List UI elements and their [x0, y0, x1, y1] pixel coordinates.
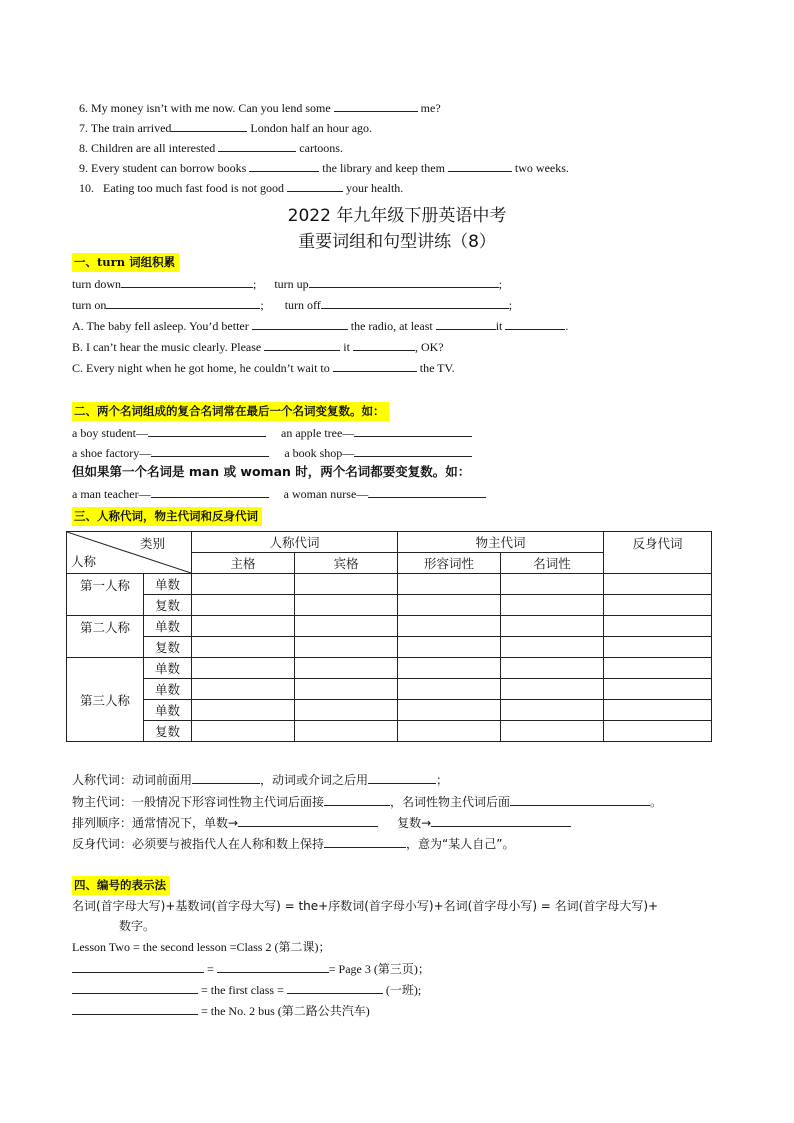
compound-noun: a boy student—: [72, 426, 148, 440]
numbering-exercise-3: [72, 1002, 370, 1019]
sentence-text: the TV.: [419, 361, 455, 375]
fill-item-6: [79, 99, 441, 116]
answer-blank[interactable]: [151, 485, 269, 498]
phrase: turn off: [284, 298, 321, 312]
row-plural: 复数: [144, 637, 192, 658]
note-text: ，意为“某人自己”。: [406, 837, 515, 851]
answer-blank[interactable]: [321, 296, 509, 309]
row-plural: 复数: [144, 595, 192, 616]
table-cell[interactable]: [295, 616, 398, 637]
corner-category: 类别: [139, 536, 165, 551]
table-cell[interactable]: [192, 679, 295, 700]
row-singular: 单数: [144, 616, 192, 637]
answer-blank[interactable]: [148, 424, 266, 437]
answer-blank[interactable]: [121, 275, 253, 288]
punct: ;: [260, 298, 264, 312]
table-cell[interactable]: [398, 616, 501, 637]
note-text: ，名词性物主代词后面: [390, 795, 511, 809]
answer-blank[interactable]: [72, 960, 204, 973]
note-text: 人称代词：动词前面用: [72, 773, 193, 787]
item-text: Every student can borrow books: [91, 161, 247, 175]
table-cell[interactable]: [192, 616, 295, 637]
header-nominal: 名词性: [501, 553, 604, 574]
table-cell[interactable]: [295, 595, 398, 616]
row-singular: 单数: [144, 679, 192, 700]
answer-blank[interactable]: [354, 424, 472, 437]
answer-blank[interactable]: [353, 338, 415, 351]
table-cell[interactable]: [398, 721, 501, 742]
answer-blank[interactable]: [249, 159, 319, 172]
row-second-person: 第二人称: [67, 616, 144, 658]
table-cell[interactable]: [604, 595, 712, 616]
answer-blank[interactable]: [217, 960, 329, 973]
phrase: turn up: [274, 277, 309, 291]
table-cell[interactable]: [501, 637, 604, 658]
section-heading-2: 二、两个名词组成的复合名词常在最后一个名词变复数。如：: [72, 402, 389, 421]
pronoun-note-3: [72, 814, 571, 831]
table-cell[interactable]: [604, 616, 712, 637]
note-text: 。: [650, 795, 663, 809]
item-text: your health.: [345, 181, 404, 195]
compound-noun: a woman nurse—: [283, 487, 369, 501]
table-cell[interactable]: [604, 679, 712, 700]
table-cell[interactable]: [604, 637, 712, 658]
item-text: London half an hour ago.: [250, 121, 373, 135]
item-text: My money isn’t with me now. Can you lend some: [91, 101, 331, 115]
compound-note: 但如果第一个名词是 man 或 woman 时，两个名词都要变复数。如：: [72, 464, 471, 479]
answer-blank[interactable]: [334, 99, 418, 112]
answer-blank[interactable]: [151, 444, 269, 457]
punct: ;: [508, 298, 513, 312]
header-adjectival: 形容词性: [398, 553, 501, 574]
compound-noun: an apple tree—: [281, 426, 355, 440]
answer-blank[interactable]: [287, 981, 383, 994]
table-cell[interactable]: [604, 658, 712, 679]
punct: ;: [253, 277, 257, 291]
table-cell[interactable]: [192, 637, 295, 658]
sentence-text: , OK?: [414, 340, 444, 354]
exercise-text: =: [207, 962, 214, 976]
sentence-text: B. I can’t hear the music clearly. Please: [72, 340, 262, 354]
note-text: 物主代词：一般情况下形容词性物主代词后面接: [72, 795, 325, 809]
section-heading-3: 三、人称代词，物主代词和反身代词: [72, 507, 262, 526]
answer-blank[interactable]: [72, 981, 198, 994]
compound-noun: a shoe factory—: [72, 446, 152, 460]
sentence-text: the radio, at least: [350, 319, 433, 333]
table-cell[interactable]: [501, 616, 604, 637]
header-possessive: 物主代词: [398, 532, 604, 553]
table-cell[interactable]: [192, 574, 295, 595]
sentence-text: A. The baby fell asleep. You’d better: [72, 319, 249, 333]
compound-row-1: [72, 424, 472, 441]
punct: ;: [498, 277, 503, 291]
corner-person: 人称: [71, 554, 97, 569]
answer-blank[interactable]: [252, 317, 348, 330]
answer-blank[interactable]: [324, 835, 406, 848]
header-reflexive: 反身代词: [604, 532, 712, 574]
table-cell[interactable]: [398, 574, 501, 595]
table-cell[interactable]: [604, 700, 712, 721]
item-text: two weeks.: [514, 161, 569, 175]
table-cell[interactable]: [295, 700, 398, 721]
table-cell[interactable]: [192, 658, 295, 679]
table-cell[interactable]: [295, 658, 398, 679]
row-singular: 单数: [144, 658, 192, 679]
answer-blank[interactable]: [106, 296, 260, 309]
phrase: turn on: [72, 298, 107, 312]
answer-blank[interactable]: [287, 179, 343, 192]
answer-blank[interactable]: [324, 793, 390, 806]
corner-cell: [67, 532, 192, 574]
item-number: 6.: [79, 101, 88, 115]
sentence-text: it: [495, 319, 503, 333]
header-subject: 主格: [192, 553, 295, 574]
note-text: ；: [436, 773, 449, 787]
sentence-b: [72, 338, 444, 355]
exercise-text: = the first class =: [201, 983, 284, 997]
table-cell[interactable]: [501, 700, 604, 721]
item-text: Eating too much fast food is not good: [103, 181, 284, 195]
table-cell[interactable]: [398, 700, 501, 721]
table-cell[interactable]: [192, 700, 295, 721]
table-cell[interactable]: [398, 637, 501, 658]
compound-row-3: [72, 485, 486, 502]
answer-blank[interactable]: [510, 793, 650, 806]
fill-item-10: [79, 179, 403, 196]
table-cell[interactable]: [295, 637, 398, 658]
table-cell[interactable]: [501, 595, 604, 616]
table-cell[interactable]: [295, 574, 398, 595]
exercise-text: = the No. 2 bus (第二路公共汽车): [201, 1004, 370, 1018]
item-number: 10.: [79, 181, 94, 195]
answer-blank[interactable]: [171, 119, 247, 132]
compound-noun: a book shop—: [284, 446, 355, 460]
answer-blank[interactable]: [431, 814, 571, 827]
item-text: the library and keep them: [322, 161, 445, 175]
table-cell[interactable]: [501, 721, 604, 742]
item-text: Children are all interested: [91, 141, 216, 155]
numbering-rule-2: 数字。: [119, 919, 156, 933]
fill-item-7: [79, 119, 372, 136]
pronoun-note-4: [72, 835, 514, 852]
section-heading-1: 一、turn 词组积累: [72, 253, 179, 272]
section-heading-4: 四、编号的表示法: [72, 876, 170, 895]
exercise-text: (一班);: [385, 983, 422, 997]
answer-blank[interactable]: [264, 338, 340, 351]
table-cell[interactable]: [501, 574, 604, 595]
answer-blank[interactable]: [218, 139, 296, 152]
fill-item-8: [79, 139, 343, 156]
sentence-text: it: [343, 340, 350, 354]
row-third-person: 第三人称: [67, 658, 144, 742]
header-personal: 人称代词: [192, 532, 398, 553]
answer-blank[interactable]: [436, 317, 496, 330]
table-cell[interactable]: [398, 679, 501, 700]
table-cell[interactable]: [398, 658, 501, 679]
answer-blank[interactable]: [505, 317, 565, 330]
answer-blank[interactable]: [309, 275, 499, 288]
pronoun-table: [66, 531, 712, 742]
page-title: 2022 年九年级下册英语中考: [287, 206, 507, 226]
numbering-exercise-2: [72, 981, 421, 998]
table-cell[interactable]: [192, 595, 295, 616]
numbering-example: Lesson Two = the second lesson =Class 2 (第二课)；: [72, 940, 331, 954]
row-plural: 复数: [144, 721, 192, 742]
answer-blank[interactable]: [368, 771, 436, 784]
exercise-text: = Page 3 (第三页)；: [328, 962, 430, 976]
table-cell[interactable]: [604, 721, 712, 742]
answer-blank[interactable]: [72, 1002, 198, 1015]
table-cell[interactable]: [192, 721, 295, 742]
item-text: cartoons.: [299, 141, 343, 155]
item-number: 7.: [79, 121, 88, 135]
compound-row-2: [72, 444, 472, 461]
answer-blank[interactable]: [192, 771, 260, 784]
table-cell[interactable]: [398, 595, 501, 616]
item-text: me?: [420, 101, 441, 115]
numbering-exercise-1: [72, 960, 430, 977]
compound-noun: a man teacher—: [72, 487, 151, 501]
punct: .: [565, 319, 569, 333]
page-subtitle: 重要词组和句型讲练（8）: [298, 232, 496, 252]
row-singular: 单数: [144, 700, 192, 721]
sentence-a: [72, 317, 568, 334]
note-text: 复数→: [397, 816, 432, 830]
item-text: The train arrived: [90, 121, 172, 135]
header-object: 宾格: [295, 553, 398, 574]
answer-blank[interactable]: [354, 444, 472, 457]
fill-item-9: [79, 159, 569, 176]
answer-blank[interactable]: [368, 485, 486, 498]
pronoun-note-2: [72, 793, 662, 810]
answer-blank[interactable]: [238, 814, 378, 827]
table-cell[interactable]: [295, 679, 398, 700]
numbering-rule-1: 名词(首字母大写)+基数词(首字母大写) = the+序数词(首字母小写)+名词(首字母小写) = 名词(首字母大写)+: [72, 899, 659, 913]
item-number: 8.: [79, 141, 88, 155]
note-text: 排列顺序：通常情况下，单数→: [72, 816, 239, 830]
note-text: 反身代词：必须要与被指代人在人称和数上保持: [72, 837, 325, 851]
answer-blank[interactable]: [333, 359, 417, 372]
phrase: turn down: [72, 277, 121, 291]
note-text: ，动词或介词之后用: [260, 773, 369, 787]
row-first-person: 第一人称: [67, 574, 144, 616]
answer-blank[interactable]: [448, 159, 512, 172]
table-cell[interactable]: [501, 658, 604, 679]
pronoun-note-1: [72, 771, 448, 788]
phrase-row-2: [72, 296, 512, 313]
table-cell[interactable]: [295, 721, 398, 742]
sentence-c: [72, 359, 455, 376]
item-number: 9.: [79, 161, 88, 175]
table-cell[interactable]: [501, 679, 604, 700]
sentence-text: C. Every night when he got home, he couldn’t wait to: [72, 361, 330, 375]
table-cell[interactable]: [604, 574, 712, 595]
phrase-row-1: [72, 275, 502, 292]
row-singular: 单数: [144, 574, 192, 595]
